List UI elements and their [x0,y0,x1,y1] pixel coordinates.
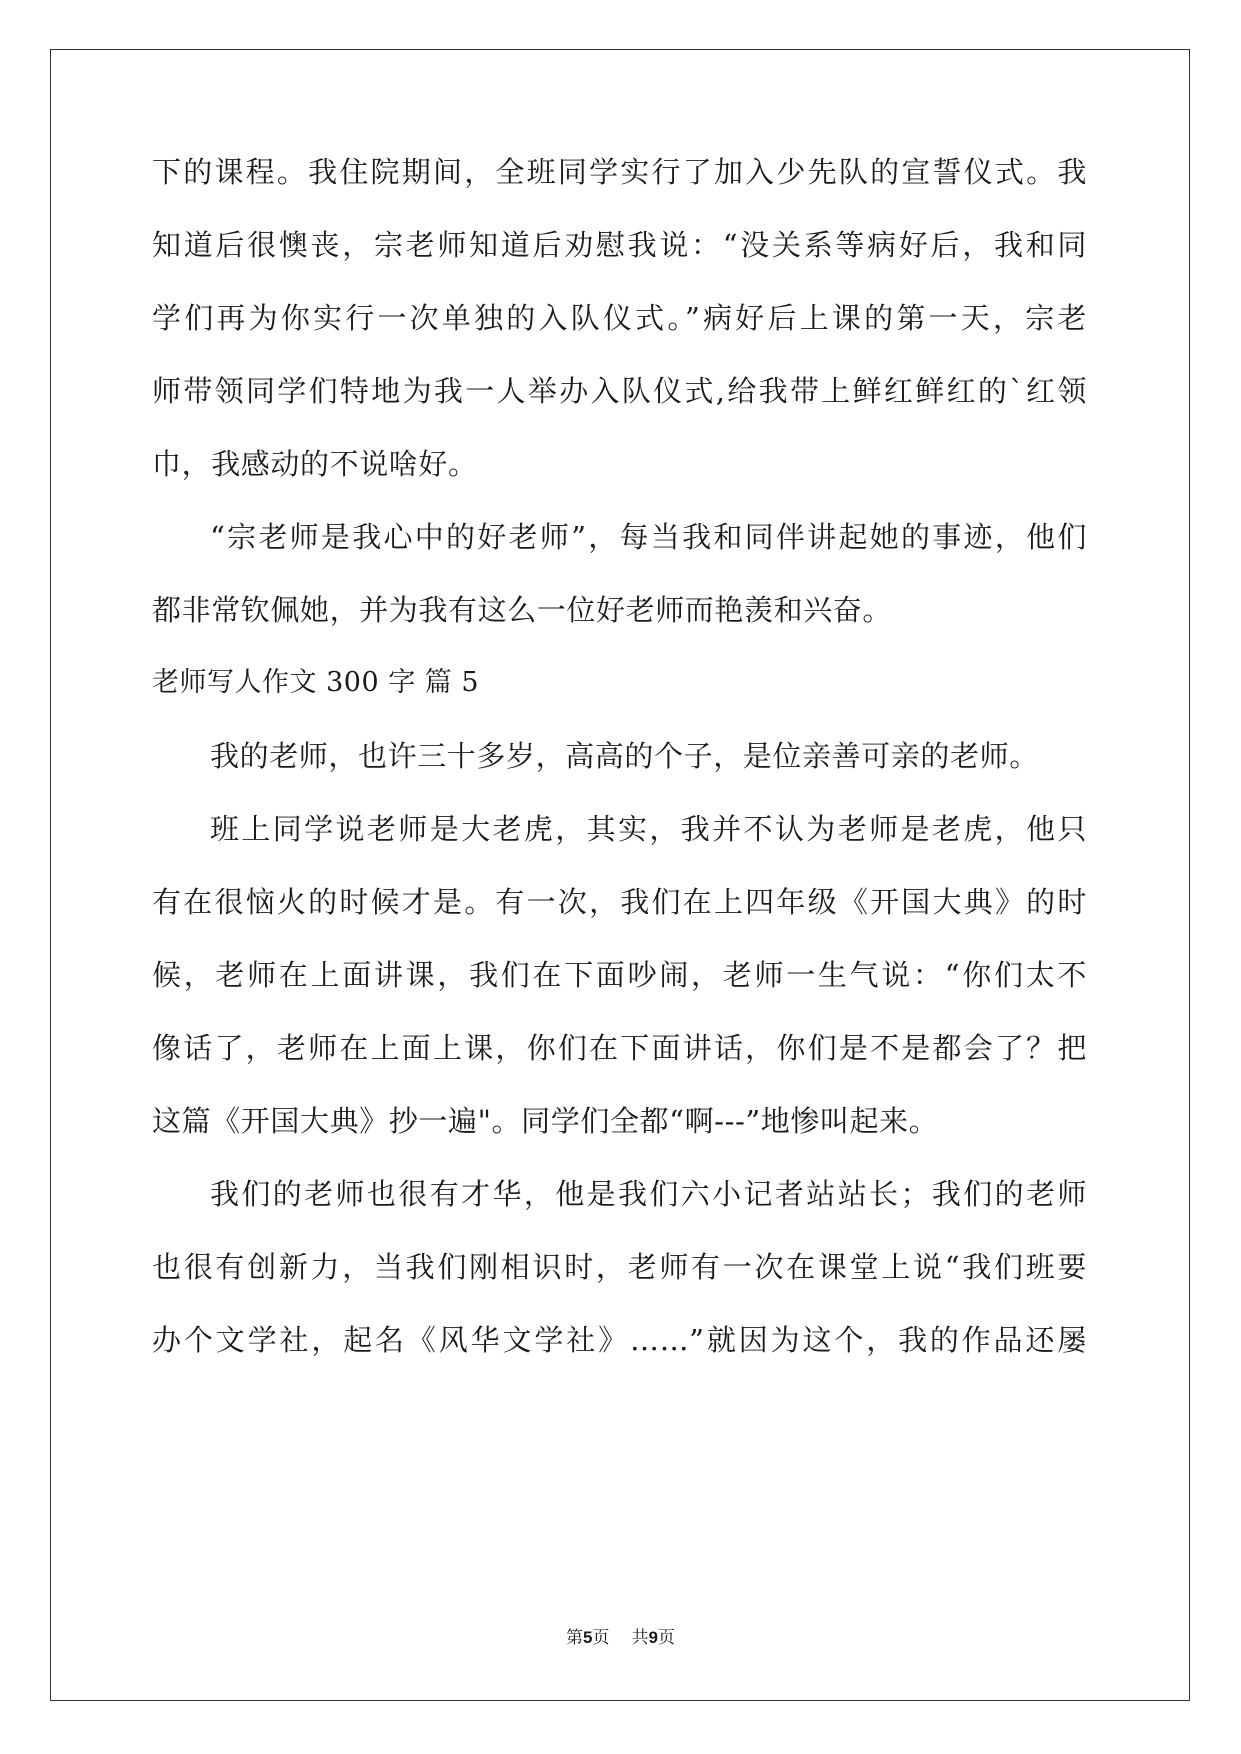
text-line: 办个文学社，起名《风华文学社》……”就因为这个，我的作品还屡 [152,1323,1087,1357]
paragraph-first-line: 我们的老师也很有才华，他是我们六小记者站站长；我们的老师 [210,1177,1087,1211]
paragraph-first-line: “宗老师是我心中的好老师”，每当我和同伴讲起她的事迹，他们 [210,520,1087,554]
page-border [50,49,1190,1701]
text-line: 像话了，老师在上面上课，你们在下面讲话，你们是不是都会了？把 [152,1031,1087,1065]
text-line: 候，老师在上面讲课，我们在下面吵闹，老师一生气说：“你们太不 [152,958,1087,992]
text-line: 师带领同学们特地为我一人举办入队仪式,给我带上鲜红鲜红的`红领 [152,374,1087,408]
current-page-number: 5 [583,1628,593,1647]
text-line: 有在很恼火的时候才是。有一次，我们在上四年级《开国大典》的时 [152,885,1087,919]
total-label-suffix: 页 [657,1628,675,1648]
text-line: 知道后很懊丧，宗老师知道后劝慰我说：“没关系等病好后，我和同 [152,228,1087,262]
text-line: 下的课程。我住院期间，全班同学实行了加入少先队的宣誓仪式。我 [152,155,1087,189]
paragraph-first-line: 班上同学说老师是大老虎，其实，我并不认为老师是老虎，他只 [210,812,1087,846]
total-page-number: 9 [648,1628,658,1647]
text-line: 这篇《开国大典》抄一遍"。同学们全都“啊---”地惨叫起来。 [152,1104,939,1138]
section-heading: 老师写人作文 300 字 篇 5 [152,667,480,698]
total-label-prefix: 共 [631,1628,649,1648]
page-label-suffix: 页 [592,1628,610,1648]
page-label-prefix: 第 [566,1628,584,1648]
page-footer [0,1627,1241,1649]
text-line: 学们再为你实行一次单独的入队仪式。”病好后上课的第一天，宗老 [152,301,1087,335]
paragraph-first-line: 我的老师，也许三十多岁，高高的个子，是位亲善可亲的老师。 [210,739,1039,773]
text-line: 也很有创新力，当我们刚相识时，老师有一次在课堂上说“我们班要 [152,1250,1087,1284]
text-line: 巾，我感动的不说啥好。 [152,447,478,481]
text-line: 都非常钦佩她，并为我有这么一位好老师而艳羡和兴奋。 [152,593,893,627]
